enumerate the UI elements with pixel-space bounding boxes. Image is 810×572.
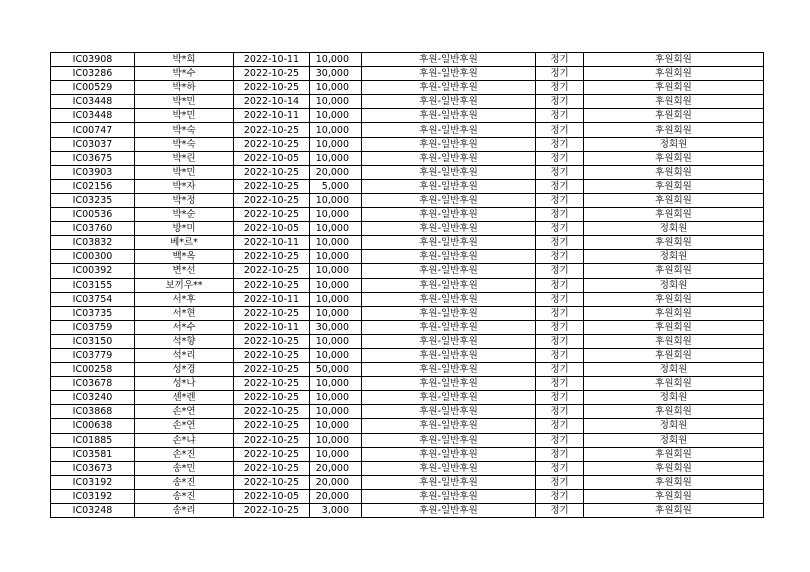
payment-cycle-cell: 정기 xyxy=(536,137,584,151)
amount-cell: 20,000 xyxy=(310,489,362,503)
donation-type-cell: 후원-일반후원 xyxy=(362,433,536,447)
donor-name-cell: 박*민 xyxy=(135,109,234,123)
donation-date-cell: 2022-10-25 xyxy=(234,179,310,193)
amount-cell: 10,000 xyxy=(310,405,362,419)
payment-cycle-cell: 정기 xyxy=(536,109,584,123)
donation-date-cell: 2022-10-25 xyxy=(234,475,310,489)
donor-name-cell: 서*현 xyxy=(135,306,234,320)
membership-cell: 후원회원 xyxy=(584,447,764,461)
table-row xyxy=(51,419,764,433)
donation-date-cell: 2022-10-25 xyxy=(234,363,310,377)
table-row xyxy=(51,208,764,222)
table-row xyxy=(51,405,764,419)
donation-table-body xyxy=(51,53,764,518)
donor-name-cell: 손*진 xyxy=(135,447,234,461)
donor-name-cell: 서*수 xyxy=(135,320,234,334)
amount-cell: 10,000 xyxy=(310,208,362,222)
member-id-cell: IC00536 xyxy=(51,208,135,222)
donor-name-cell: 박*정 xyxy=(135,193,234,207)
donation-date-cell: 2022-10-25 xyxy=(234,67,310,81)
table-row xyxy=(51,489,764,503)
membership-cell: 후원회원 xyxy=(584,179,764,193)
membership-cell: 후원회원 xyxy=(584,193,764,207)
donor-name-cell: 보끼우** xyxy=(135,278,234,292)
member-id-cell: IC03037 xyxy=(51,137,135,151)
member-id-cell: IC01885 xyxy=(51,433,135,447)
table-row xyxy=(51,67,764,81)
amount-cell: 10,000 xyxy=(310,278,362,292)
donation-date-cell: 2022-10-25 xyxy=(234,137,310,151)
donor-name-cell: 손*연 xyxy=(135,405,234,419)
payment-cycle-cell: 정기 xyxy=(536,391,584,405)
payment-cycle-cell: 정기 xyxy=(536,151,584,165)
payment-cycle-cell: 정기 xyxy=(536,306,584,320)
donation-date-cell: 2022-10-25 xyxy=(234,278,310,292)
member-id-cell: IC03735 xyxy=(51,306,135,320)
donation-type-cell: 후원-일반후원 xyxy=(362,419,536,433)
amount-cell: 10,000 xyxy=(310,151,362,165)
donor-name-cell: 박*숙 xyxy=(135,137,234,151)
payment-cycle-cell: 정기 xyxy=(536,264,584,278)
donation-date-cell: 2022-10-11 xyxy=(234,236,310,250)
amount-cell: 5,000 xyxy=(310,179,362,193)
table-row xyxy=(51,193,764,207)
member-id-cell: IC03235 xyxy=(51,193,135,207)
donation-date-cell: 2022-10-25 xyxy=(234,461,310,475)
table-row xyxy=(51,433,764,447)
donation-type-cell: 후원-일반후원 xyxy=(362,391,536,405)
membership-cell: 정회원 xyxy=(584,433,764,447)
membership-cell: 후원회원 xyxy=(584,306,764,320)
amount-cell: 10,000 xyxy=(310,306,362,320)
payment-cycle-cell: 정기 xyxy=(536,377,584,391)
donation-type-cell: 후원-일반후원 xyxy=(362,306,536,320)
table-row xyxy=(51,461,764,475)
donation-type-cell: 후원-일반후원 xyxy=(362,208,536,222)
donation-type-cell: 후원-일반후원 xyxy=(362,405,536,419)
payment-cycle-cell: 정기 xyxy=(536,320,584,334)
amount-cell: 50,000 xyxy=(310,363,362,377)
donation-type-cell: 후원-일반후원 xyxy=(362,53,536,67)
table-row xyxy=(51,81,764,95)
amount-cell: 10,000 xyxy=(310,109,362,123)
amount-cell: 10,000 xyxy=(310,433,362,447)
donation-type-cell: 후원-일반후원 xyxy=(362,165,536,179)
payment-cycle-cell: 정기 xyxy=(536,405,584,419)
member-id-cell: IC00747 xyxy=(51,123,135,137)
amount-cell: 10,000 xyxy=(310,292,362,306)
payment-cycle-cell: 정기 xyxy=(536,179,584,193)
member-id-cell: IC00258 xyxy=(51,363,135,377)
membership-cell: 후원회원 xyxy=(584,320,764,334)
member-id-cell: IC03155 xyxy=(51,278,135,292)
membership-cell: 후원회원 xyxy=(584,236,764,250)
member-id-cell: IC03150 xyxy=(51,334,135,348)
payment-cycle-cell: 정기 xyxy=(536,447,584,461)
member-id-cell: IC02156 xyxy=(51,179,135,193)
table-row xyxy=(51,236,764,250)
donation-date-cell: 2022-10-25 xyxy=(234,264,310,278)
member-id-cell: IC03192 xyxy=(51,475,135,489)
member-id-cell: IC03581 xyxy=(51,447,135,461)
table-row xyxy=(51,377,764,391)
amount-cell: 10,000 xyxy=(310,81,362,95)
donation-date-cell: 2022-10-25 xyxy=(234,391,310,405)
membership-cell: 정회원 xyxy=(584,419,764,433)
donation-type-cell: 후원-일반후원 xyxy=(362,236,536,250)
donation-type-cell: 후원-일반후원 xyxy=(362,95,536,109)
amount-cell: 10,000 xyxy=(310,236,362,250)
donor-name-cell: 송*진 xyxy=(135,475,234,489)
membership-cell: 후원회원 xyxy=(584,53,764,67)
donation-date-cell: 2022-10-25 xyxy=(234,208,310,222)
amount-cell: 20,000 xyxy=(310,461,362,475)
payment-cycle-cell: 정기 xyxy=(536,292,584,306)
table-row xyxy=(51,278,764,292)
membership-cell: 후원회원 xyxy=(584,67,764,81)
member-id-cell: IC03248 xyxy=(51,504,135,518)
table-row xyxy=(51,179,764,193)
amount-cell: 20,000 xyxy=(310,475,362,489)
donation-type-cell: 후원-일반후원 xyxy=(362,250,536,264)
donation-type-cell: 후원-일반후원 xyxy=(362,475,536,489)
member-id-cell: IC03832 xyxy=(51,236,135,250)
donation-type-cell: 후원-일반후원 xyxy=(362,292,536,306)
payment-cycle-cell: 정기 xyxy=(536,67,584,81)
donor-name-cell: 박*민 xyxy=(135,95,234,109)
donor-name-cell: 방*미 xyxy=(135,222,234,236)
donation-date-cell: 2022-10-25 xyxy=(234,193,310,207)
amount-cell: 3,000 xyxy=(310,504,362,518)
table-row xyxy=(51,334,764,348)
membership-cell: 정회원 xyxy=(584,363,764,377)
member-id-cell: IC03759 xyxy=(51,320,135,334)
amount-cell: 10,000 xyxy=(310,123,362,137)
payment-cycle-cell: 정기 xyxy=(536,123,584,137)
payment-cycle-cell: 정기 xyxy=(536,208,584,222)
membership-cell: 후원회원 xyxy=(584,264,764,278)
donor-name-cell: 손*냐 xyxy=(135,433,234,447)
donation-date-cell: 2022-10-05 xyxy=(234,151,310,165)
table-row xyxy=(51,165,764,179)
amount-cell: 10,000 xyxy=(310,193,362,207)
donation-type-cell: 후원-일반후원 xyxy=(362,81,536,95)
member-id-cell: IC00392 xyxy=(51,264,135,278)
table-row xyxy=(51,222,764,236)
member-id-cell: IC03675 xyxy=(51,151,135,165)
amount-cell: 10,000 xyxy=(310,419,362,433)
member-id-cell: IC03448 xyxy=(51,109,135,123)
membership-cell: 정회원 xyxy=(584,250,764,264)
membership-cell: 후원회원 xyxy=(584,475,764,489)
table-row xyxy=(51,320,764,334)
donation-type-cell: 후원-일반후원 xyxy=(362,193,536,207)
donation-type-cell: 후원-일반후원 xyxy=(362,151,536,165)
member-id-cell: IC03286 xyxy=(51,67,135,81)
membership-cell: 후원회원 xyxy=(584,95,764,109)
payment-cycle-cell: 정기 xyxy=(536,433,584,447)
donation-type-cell: 후원-일반후원 xyxy=(362,264,536,278)
donor-name-cell: 박*수 xyxy=(135,67,234,81)
donor-name-cell: 백*옥 xyxy=(135,250,234,264)
member-id-cell: IC00638 xyxy=(51,419,135,433)
table-row xyxy=(51,264,764,278)
donor-name-cell: 박*자 xyxy=(135,179,234,193)
member-id-cell: IC03903 xyxy=(51,165,135,179)
donation-date-cell: 2022-10-05 xyxy=(234,489,310,503)
table-row xyxy=(51,292,764,306)
amount-cell: 10,000 xyxy=(310,250,362,264)
table-row xyxy=(51,123,764,137)
donation-date-cell: 2022-10-25 xyxy=(234,348,310,362)
donation-date-cell: 2022-10-14 xyxy=(234,95,310,109)
donor-name-cell: 박*숙 xyxy=(135,123,234,137)
table-row xyxy=(51,391,764,405)
donation-type-cell: 후원-일반후원 xyxy=(362,67,536,81)
donation-date-cell: 2022-10-25 xyxy=(234,165,310,179)
member-id-cell: IC00529 xyxy=(51,81,135,95)
membership-cell: 후원회원 xyxy=(584,109,764,123)
donation-date-cell: 2022-10-11 xyxy=(234,292,310,306)
member-id-cell: IC03240 xyxy=(51,391,135,405)
table-row xyxy=(51,151,764,165)
table-row xyxy=(51,137,764,151)
payment-cycle-cell: 정기 xyxy=(536,475,584,489)
donor-name-cell: 박*민 xyxy=(135,165,234,179)
amount-cell: 10,000 xyxy=(310,264,362,278)
membership-cell: 정회원 xyxy=(584,137,764,151)
payment-cycle-cell: 정기 xyxy=(536,81,584,95)
donation-type-cell: 후원-일반후원 xyxy=(362,348,536,362)
table-row xyxy=(51,53,764,67)
donation-date-cell: 2022-10-11 xyxy=(234,53,310,67)
table-row xyxy=(51,348,764,362)
donation-date-cell: 2022-10-25 xyxy=(234,433,310,447)
payment-cycle-cell: 정기 xyxy=(536,250,584,264)
donation-type-cell: 후원-일반후원 xyxy=(362,123,536,137)
membership-cell: 후원회원 xyxy=(584,489,764,503)
donation-table xyxy=(50,52,764,518)
payment-cycle-cell: 정기 xyxy=(536,489,584,503)
donation-date-cell: 2022-10-05 xyxy=(234,222,310,236)
amount-cell: 30,000 xyxy=(310,67,362,81)
member-id-cell: IC03908 xyxy=(51,53,135,67)
donation-date-cell: 2022-10-25 xyxy=(234,504,310,518)
payment-cycle-cell: 정기 xyxy=(536,53,584,67)
membership-cell: 후원회원 xyxy=(584,81,764,95)
donor-name-cell: 송*민 xyxy=(135,461,234,475)
amount-cell: 30,000 xyxy=(310,320,362,334)
donation-type-cell: 후원-일반후원 xyxy=(362,109,536,123)
payment-cycle-cell: 정기 xyxy=(536,165,584,179)
amount-cell: 10,000 xyxy=(310,137,362,151)
donor-name-cell: 송*진 xyxy=(135,489,234,503)
donor-name-cell: 성*나 xyxy=(135,377,234,391)
donation-type-cell: 후원-일반후원 xyxy=(362,320,536,334)
donation-type-cell: 후원-일반후원 xyxy=(362,363,536,377)
donor-name-cell: 박*순 xyxy=(135,208,234,222)
table-row xyxy=(51,475,764,489)
membership-cell: 정회원 xyxy=(584,278,764,292)
payment-cycle-cell: 정기 xyxy=(536,504,584,518)
member-id-cell: IC03779 xyxy=(51,348,135,362)
donation-type-cell: 후원-일반후원 xyxy=(362,489,536,503)
donation-type-cell: 후원-일반후원 xyxy=(362,222,536,236)
donation-type-cell: 후원-일반후원 xyxy=(362,278,536,292)
amount-cell: 10,000 xyxy=(310,95,362,109)
donor-name-cell: 서*후 xyxy=(135,292,234,306)
membership-cell: 후원회원 xyxy=(584,348,764,362)
membership-cell: 후원회원 xyxy=(584,377,764,391)
donation-type-cell: 후원-일반후원 xyxy=(362,377,536,391)
donation-type-cell: 후원-일반후원 xyxy=(362,179,536,193)
member-id-cell: IC03673 xyxy=(51,461,135,475)
donor-name-cell: 석*리 xyxy=(135,348,234,362)
membership-cell: 정회원 xyxy=(584,391,764,405)
amount-cell: 10,000 xyxy=(310,391,362,405)
amount-cell: 10,000 xyxy=(310,377,362,391)
payment-cycle-cell: 정기 xyxy=(536,363,584,377)
membership-cell: 후원회원 xyxy=(584,504,764,518)
donor-name-cell: 박*린 xyxy=(135,151,234,165)
payment-cycle-cell: 정기 xyxy=(536,348,584,362)
table-row xyxy=(51,306,764,320)
donation-date-cell: 2022-10-25 xyxy=(234,123,310,137)
table-row xyxy=(51,363,764,377)
donation-date-cell: 2022-10-11 xyxy=(234,320,310,334)
donor-name-cell: 석*향 xyxy=(135,334,234,348)
membership-cell: 후원회원 xyxy=(584,165,764,179)
donation-date-cell: 2022-10-25 xyxy=(234,419,310,433)
membership-cell: 후원회원 xyxy=(584,151,764,165)
donation-type-cell: 후원-일반후원 xyxy=(362,504,536,518)
donation-date-cell: 2022-10-25 xyxy=(234,250,310,264)
membership-cell: 후원회원 xyxy=(584,208,764,222)
payment-cycle-cell: 정기 xyxy=(536,278,584,292)
member-id-cell: IC03868 xyxy=(51,405,135,419)
donor-name-cell: 손*연 xyxy=(135,419,234,433)
payment-cycle-cell: 정기 xyxy=(536,334,584,348)
donation-type-cell: 후원-일반후원 xyxy=(362,447,536,461)
table-row xyxy=(51,109,764,123)
donor-name-cell: 베*르* xyxy=(135,236,234,250)
donor-name-cell: 박*하 xyxy=(135,81,234,95)
donation-date-cell: 2022-10-25 xyxy=(234,447,310,461)
donation-date-cell: 2022-10-25 xyxy=(234,334,310,348)
payment-cycle-cell: 정기 xyxy=(536,95,584,109)
payment-cycle-cell: 정기 xyxy=(536,461,584,475)
amount-cell: 10,000 xyxy=(310,334,362,348)
donation-type-cell: 후원-일반후원 xyxy=(362,137,536,151)
payment-cycle-cell: 정기 xyxy=(536,419,584,433)
donor-name-cell: 성*경 xyxy=(135,363,234,377)
donation-date-cell: 2022-10-25 xyxy=(234,306,310,320)
payment-cycle-cell: 정기 xyxy=(536,236,584,250)
payment-cycle-cell: 정기 xyxy=(536,193,584,207)
table-row xyxy=(51,447,764,461)
donor-name-cell: 변*선 xyxy=(135,264,234,278)
payment-cycle-cell: 정기 xyxy=(536,222,584,236)
table-row xyxy=(51,250,764,264)
table-row xyxy=(51,95,764,109)
membership-cell: 후원회원 xyxy=(584,405,764,419)
amount-cell: 10,000 xyxy=(310,53,362,67)
member-id-cell: IC00300 xyxy=(51,250,135,264)
donation-type-cell: 후원-일반후원 xyxy=(362,461,536,475)
table-row xyxy=(51,504,764,518)
membership-cell: 후원회원 xyxy=(584,123,764,137)
membership-cell: 정회원 xyxy=(584,222,764,236)
amount-cell: 10,000 xyxy=(310,447,362,461)
donation-date-cell: 2022-10-25 xyxy=(234,377,310,391)
donation-date-cell: 2022-10-25 xyxy=(234,81,310,95)
amount-cell: 10,000 xyxy=(310,348,362,362)
donor-name-cell: 박*희 xyxy=(135,53,234,67)
member-id-cell: IC03448 xyxy=(51,95,135,109)
donation-date-cell: 2022-10-11 xyxy=(234,109,310,123)
member-id-cell: IC03678 xyxy=(51,377,135,391)
amount-cell: 10,000 xyxy=(310,222,362,236)
membership-cell: 후원회원 xyxy=(584,334,764,348)
member-id-cell: IC03760 xyxy=(51,222,135,236)
amount-cell: 20,000 xyxy=(310,165,362,179)
member-id-cell: IC03754 xyxy=(51,292,135,306)
donor-name-cell: 센*렌 xyxy=(135,391,234,405)
donor-name-cell: 송*리 xyxy=(135,504,234,518)
membership-cell: 후원회원 xyxy=(584,461,764,475)
donation-type-cell: 후원-일반후원 xyxy=(362,334,536,348)
membership-cell: 후원회원 xyxy=(584,292,764,306)
member-id-cell: IC03192 xyxy=(51,489,135,503)
donation-date-cell: 2022-10-25 xyxy=(234,405,310,419)
